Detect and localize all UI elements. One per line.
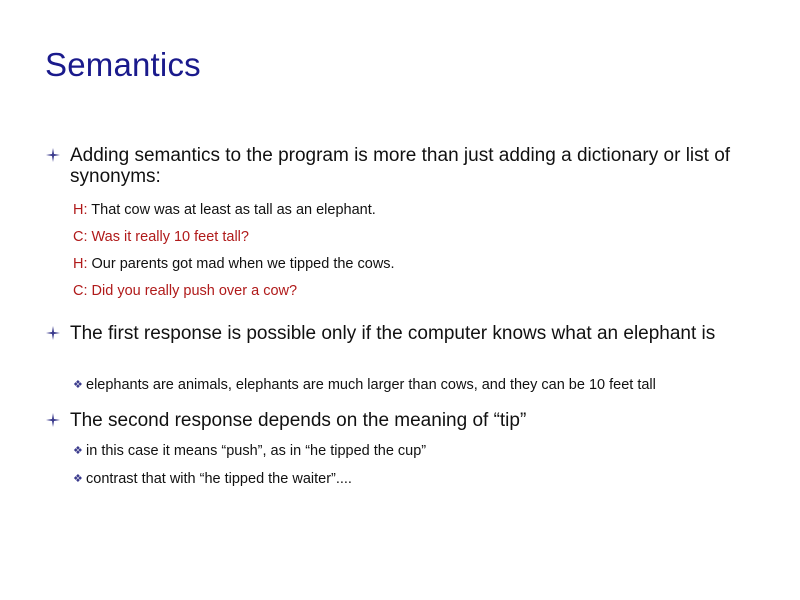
- sub-bullet-item: [73, 471, 352, 487]
- bullet-item: [46, 145, 746, 187]
- sub-bullet-item: [73, 443, 426, 459]
- dialog-text: Did you really push over a cow?: [87, 283, 298, 299]
- dialog-speaker: C:: [73, 283, 88, 299]
- dialog-text: Was it really 10 feet tall?: [87, 229, 249, 245]
- diamond-bullet-icon: ❖: [73, 445, 83, 457]
- dialog-speaker: H:: [73, 256, 88, 272]
- dialog-line: [73, 283, 297, 299]
- dialog-line: [73, 202, 376, 218]
- star-bullet-icon: [46, 413, 60, 427]
- bullet-text: The first response is possible only if the computer knows what an elephant is: [70, 323, 716, 344]
- diamond-bullet-icon: ❖: [73, 473, 83, 485]
- sub-bullet-text: contrast that with “he tipped the waiter”....: [86, 471, 352, 487]
- star-bullet-icon: [46, 148, 60, 162]
- bullet-text: Adding semantics to the program is more than just adding a dictionary or list of synonyms:: [70, 145, 731, 187]
- sub-bullet-item: [73, 377, 656, 393]
- slide-title: Semantics: [45, 46, 201, 83]
- star-bullet-icon: [46, 326, 60, 340]
- dialog-line: [73, 229, 249, 245]
- dialog-line: [73, 256, 395, 272]
- dialog-text: That cow was at least as tall as an elephant.: [87, 202, 376, 218]
- dialog-text: Our parents got mad when we tipped the cows.: [87, 256, 395, 272]
- bullet-text: The second response depends on the meaning of “tip”: [70, 410, 527, 431]
- dialog-speaker: H:: [73, 202, 88, 218]
- bullet-item: [46, 323, 746, 344]
- diamond-bullet-icon: ❖: [73, 379, 83, 391]
- sub-bullet-text: in this case it means “push”, as in “he tipped the cup”: [86, 443, 427, 459]
- bullet-item: [46, 410, 746, 431]
- dialog-speaker: C:: [73, 229, 88, 245]
- sub-bullet-text: elephants are animals, elephants are much larger than cows, and they can be 10 feet tall: [86, 377, 656, 393]
